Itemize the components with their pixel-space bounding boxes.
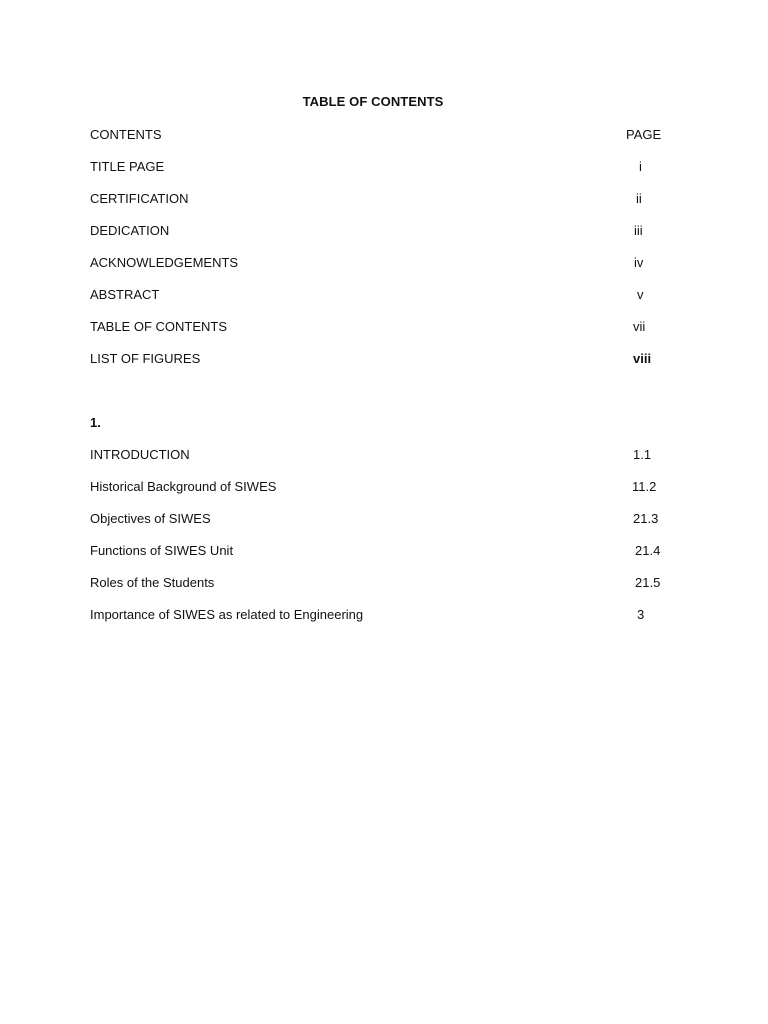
toc-entry-importance bbox=[90, 606, 690, 624]
toc-entry-table-of-contents bbox=[90, 318, 690, 336]
toc-entry-label: ACKNOWLEDGEMENTS bbox=[90, 255, 239, 270]
toc-entry-page: 21.4 bbox=[635, 543, 661, 558]
toc-entry-page: v bbox=[637, 287, 644, 302]
toc-entry-label: Functions of SIWES Unit bbox=[90, 543, 234, 558]
toc-entry-page: 3 bbox=[637, 607, 645, 622]
contents-header: CONTENTS bbox=[90, 127, 162, 142]
toc-entry-page: iv bbox=[634, 255, 644, 270]
toc-entry-label: Importance of SIWES as related to Engineering bbox=[90, 607, 364, 622]
toc-entry-page: viii bbox=[633, 351, 652, 366]
toc-entry-title-page bbox=[90, 158, 690, 176]
toc-entry-certification bbox=[90, 190, 690, 208]
toc-entry-label: INTRODUCTION bbox=[90, 447, 190, 462]
toc-entry-label: LIST OF FIGURES bbox=[90, 351, 201, 366]
toc-entry-introduction bbox=[90, 446, 690, 464]
toc-entry-page: 11.2 bbox=[632, 479, 657, 494]
toc-entry-list-of-figures bbox=[90, 350, 690, 368]
toc-entry-label: TITLE PAGE bbox=[90, 159, 165, 174]
toc-entry-label: ABSTRACT bbox=[90, 287, 160, 302]
toc-entry-label: Objectives of SIWES bbox=[90, 511, 211, 526]
toc-entry-label: Roles of the Students bbox=[90, 575, 215, 590]
toc-header-row bbox=[90, 126, 690, 144]
toc-entry-page: vii bbox=[633, 319, 646, 334]
toc-entry-page: 1.1 bbox=[633, 447, 652, 462]
toc-entry-label: Historical Background of SIWES bbox=[90, 479, 277, 494]
chapter-number-label: 1. bbox=[90, 415, 101, 430]
toc-entry-roles bbox=[90, 574, 690, 592]
toc-entry-page: 21.3 bbox=[633, 511, 659, 526]
toc-title: TABLE OF CONTENTS bbox=[302, 94, 444, 109]
toc-entry-page: i bbox=[639, 159, 642, 174]
toc-entry-page: ii bbox=[636, 191, 642, 206]
toc-entry-dedication bbox=[90, 222, 690, 240]
toc-entry-label: DEDICATION bbox=[90, 223, 170, 238]
toc-entry-abstract bbox=[90, 286, 690, 304]
toc-entry-label: CERTIFICATION bbox=[90, 191, 189, 206]
toc-entry-acknowledgements bbox=[90, 254, 690, 272]
chapter-number bbox=[90, 414, 690, 432]
toc-entry-objectives bbox=[90, 510, 690, 528]
page-header: PAGE bbox=[626, 127, 662, 142]
toc-entry-label: TABLE OF CONTENTS bbox=[90, 319, 227, 334]
toc-entry-functions bbox=[90, 542, 690, 560]
toc-entry-page: 21.5 bbox=[635, 575, 661, 590]
toc-entry-historical-background bbox=[90, 478, 690, 496]
toc-entry-page: iii bbox=[634, 223, 643, 238]
